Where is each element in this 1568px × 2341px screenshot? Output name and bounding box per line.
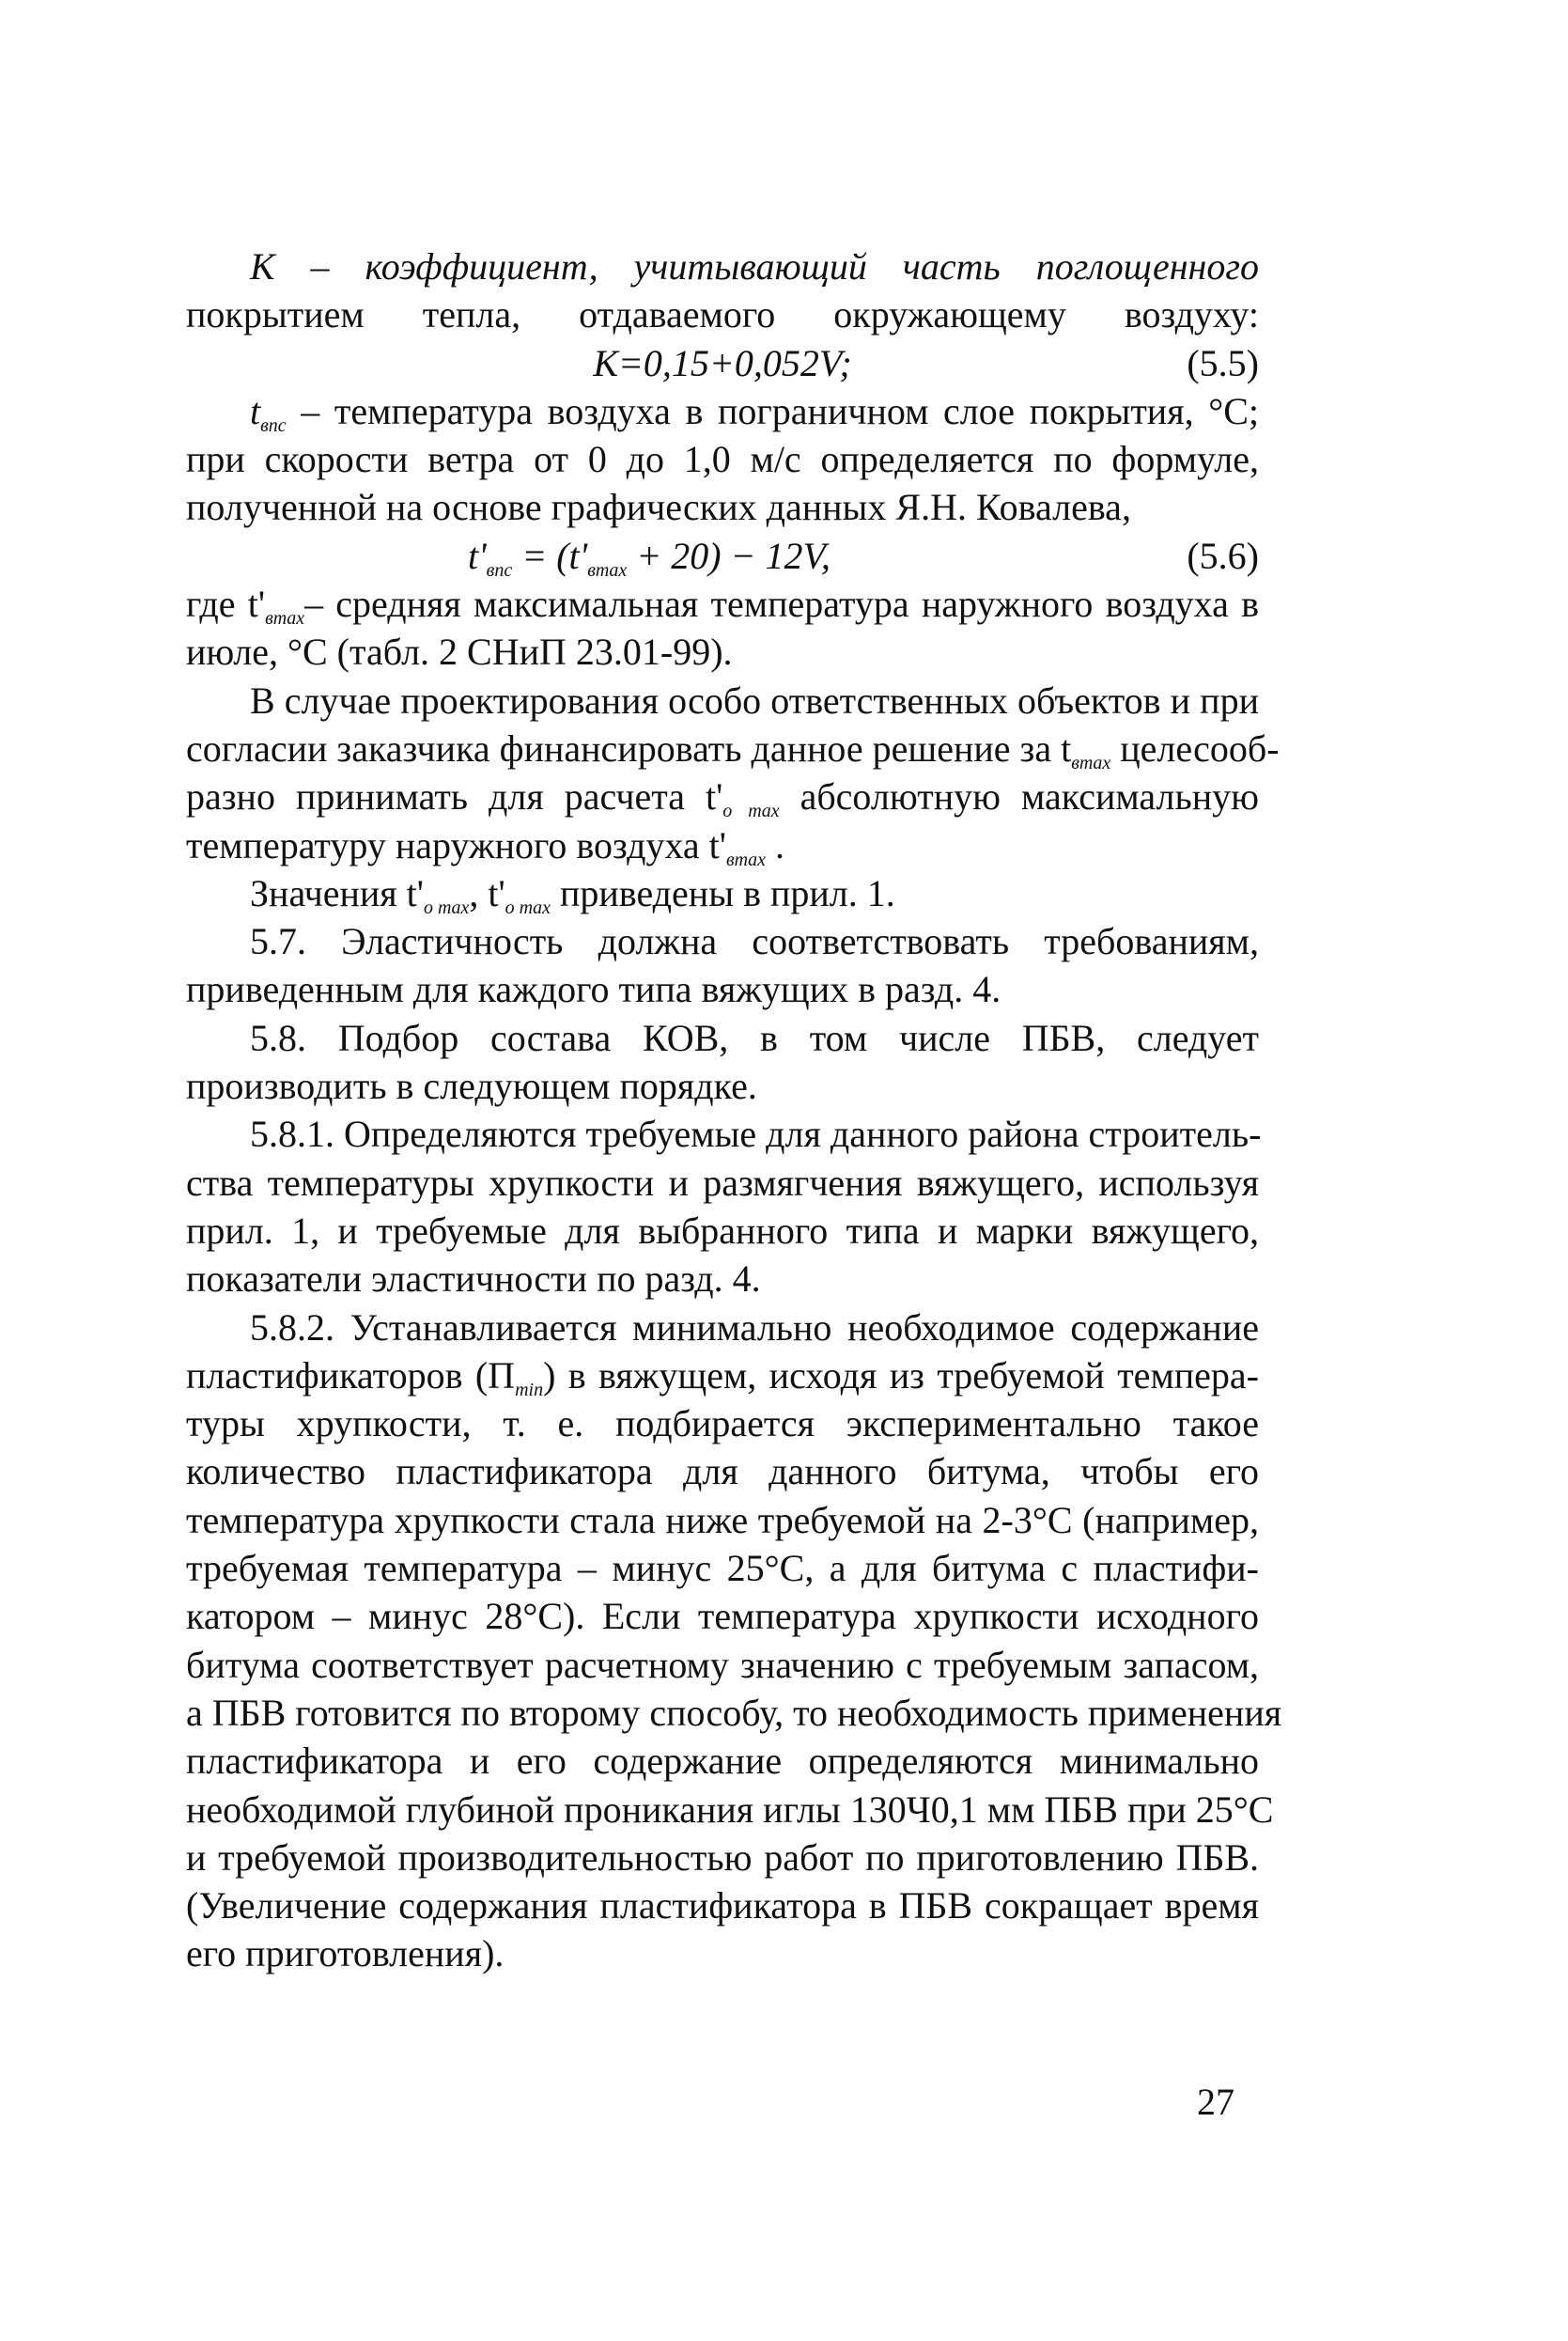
text-line: 5.8.1. Определяются требуемые для данного района строитель-	[250, 1113, 1262, 1156]
text-line: (Увеличение содержания пластификатора в ПБВ сокращает время	[186, 1884, 1259, 1927]
formula-text: $t'_{впс} = (t'_{вmax} + 20) - 12V$,	[468, 534, 831, 581]
text-line: В случае проектирования особо ответственных объектов и при	[250, 679, 1259, 722]
text-line: катором – минус 28°С). Если температура хрупкости исходного	[186, 1595, 1259, 1638]
text-line: $t_{впс}$ – температура воздуха в пограничном слое покрытия, °С;	[250, 389, 1259, 436]
text-line: полученной на основе графических данных Я.Н. Ковалева,	[186, 486, 1131, 529]
text-line: производить в следующем порядке.	[186, 1065, 757, 1108]
text-line: битума соответствует расчетному значению с требуемым запасом,	[186, 1643, 1259, 1686]
text-line: количество пластификатора для данного битума, чтобы его	[186, 1450, 1259, 1493]
text-line: согласии заказчика финансировать данное решение за $t_{вmax}$ целесооб-	[186, 726, 1280, 773]
equation-number: (5.5)	[1187, 341, 1259, 384]
text-line: требуемая температура – минус 25°С, а для битума с пластифи-	[186, 1547, 1259, 1590]
text-line: его приготовления).	[186, 1932, 505, 1975]
text-line: июле, °С (табл. 2 СНиП 23.01-99).	[186, 631, 733, 674]
text-line: пластификатора и его содержание определяются минимально	[186, 1740, 1259, 1783]
text-line: а ПБВ готовится по второму способу, то необходимость применения	[186, 1691, 1282, 1734]
text-line: показатели эластичности по разд. 4.	[186, 1257, 761, 1301]
text-line: приведенным для каждого типа вяжущих в разд. 4.	[186, 968, 1001, 1011]
text-line: 5.8. Подбор состава КОВ, в том числе ПБВ, следует	[250, 1016, 1259, 1059]
text-line: где $t'_{вmax}-$ средняя максимальная температура наружного воздуха в	[186, 583, 1260, 630]
page-number: 27	[1197, 2081, 1234, 2123]
text-line: температуру наружного воздуха $t'_{вmax}$ .	[186, 823, 785, 870]
text-line: Значения $t'_{о max}$, $t'_{о max}$ приведены в прил. 1.	[250, 871, 895, 918]
text-line: необходимой глубиной проникания иглы 130Ч0,1 мм ПБВ при 25°С	[186, 1787, 1274, 1831]
formula-text: К=0,15+0,052V;	[593, 341, 852, 384]
text-line: покрытием тепла, отдаваемого окружающему воздуху:	[186, 293, 1259, 336]
text-line: температура хрупкости стала ниже требуемой на 2-3°С (например,	[186, 1498, 1259, 1541]
text-line: и требуемой производительностью работ по приготовлению ПБВ.	[186, 1835, 1259, 1879]
text-line: ства температуры хрупкости и размягчения вяжущего, используя	[186, 1161, 1259, 1204]
text-line: пластификаторов $(П_{min})$ в вяжущем, исходя из требуемой темпера-	[186, 1353, 1259, 1400]
text-line: К – коэффициент, учитывающий часть поглощенного	[250, 245, 1259, 288]
formula-5-5	[186, 339, 1259, 387]
text-line: при скорости ветра от 0 до 1,0 м/с определяется по формуле,	[186, 438, 1259, 481]
equation-number: (5.6)	[1187, 534, 1259, 577]
text-line: разно принимать для расчета $t'_{о max}$ абсолютную максимальную	[186, 775, 1259, 822]
formula-5-6	[186, 532, 1259, 580]
text-line: 5.8.2. Устанавливается минимально необходимое содержание	[250, 1305, 1259, 1349]
body-text	[186, 242, 1282, 1978]
text-line: туры хрупкости, т. е. подбирается экспериментально такое	[186, 1402, 1259, 1445]
text-line: прил. 1, и требуемые для выбранного типа и марки вяжущего,	[186, 1209, 1259, 1252]
text-line: 5.7. Эластичность должна соответствовать требованиям,	[250, 920, 1259, 963]
